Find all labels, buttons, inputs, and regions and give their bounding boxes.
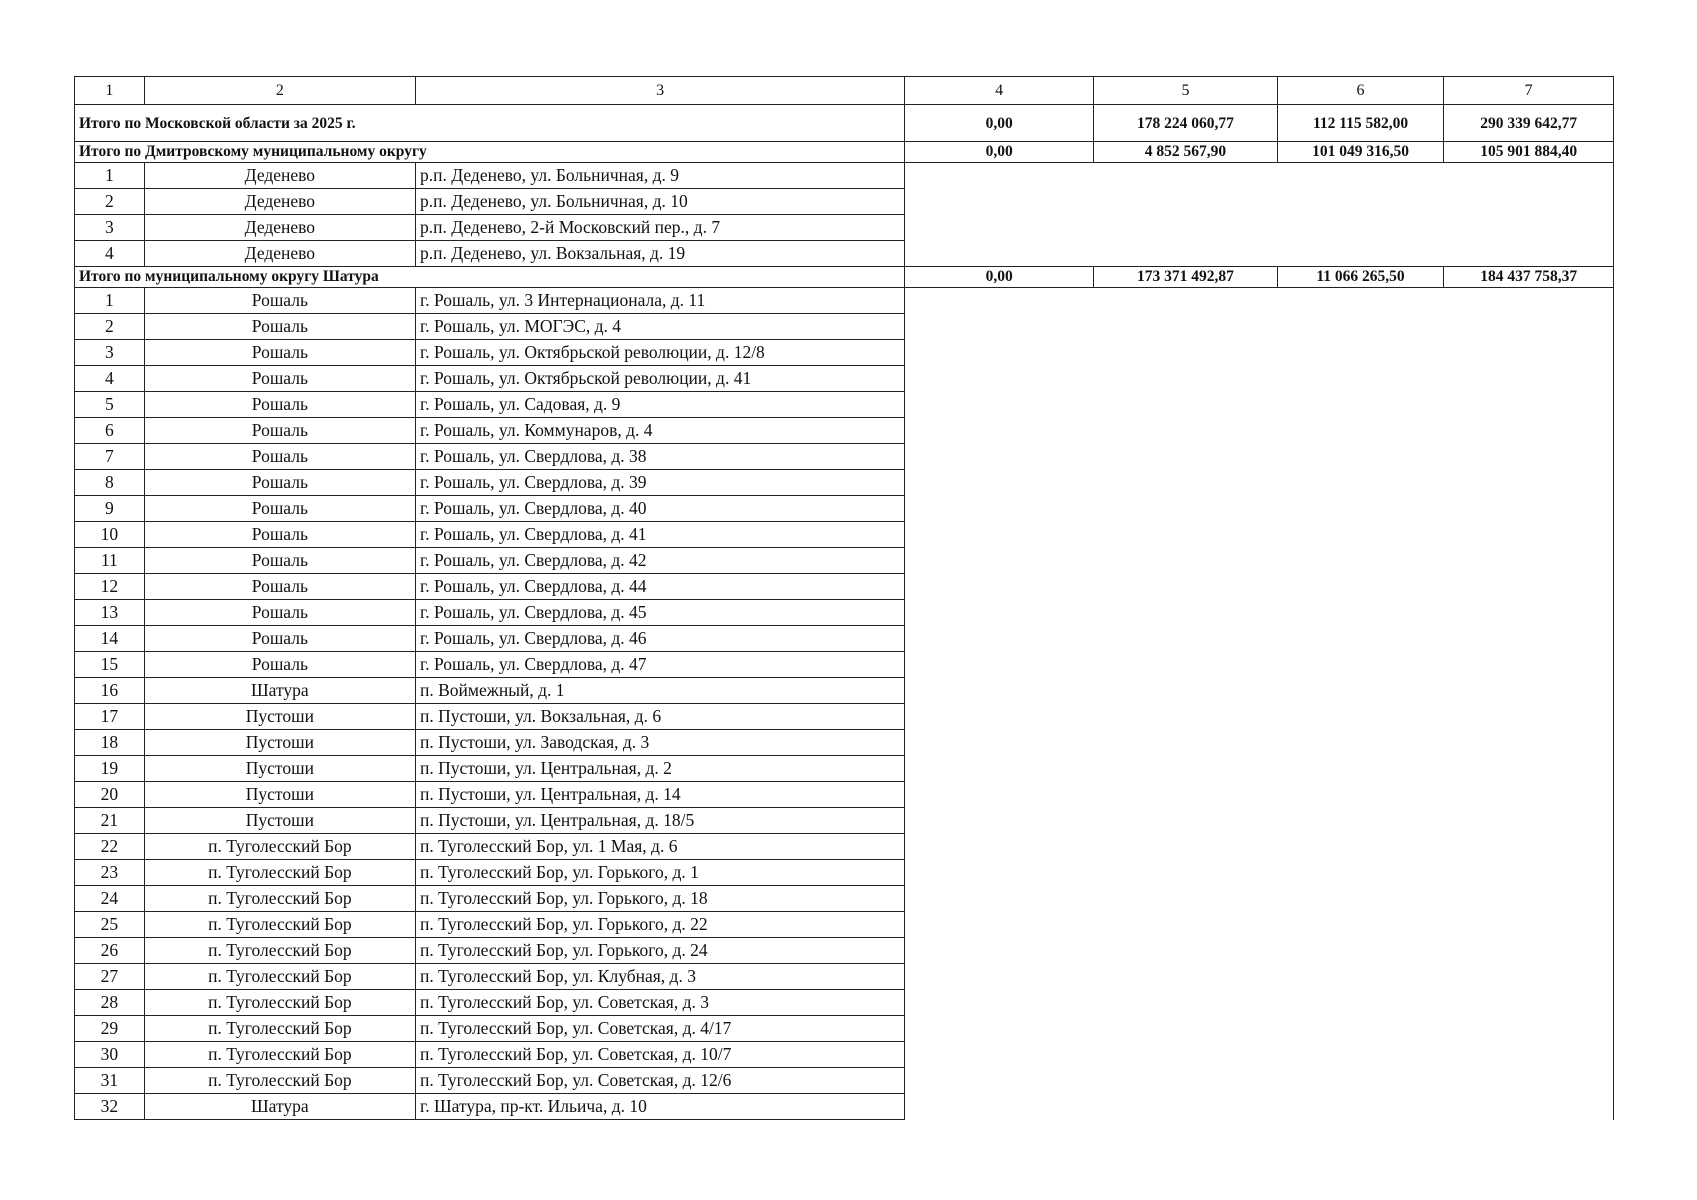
address-cell: п. Пустоши, ул. Центральная, д. 18/5 xyxy=(416,808,905,834)
row-number: 8 xyxy=(75,470,145,496)
locality-cell: п. Туголесский Бор xyxy=(144,1016,415,1042)
row-number: 2 xyxy=(75,314,145,340)
locality-cell: Рошаль xyxy=(144,340,415,366)
column-number-row xyxy=(75,77,1614,105)
locality-cell: п. Туголесский Бор xyxy=(144,1042,415,1068)
row-number: 15 xyxy=(75,652,145,678)
address-cell: г. Рошаль, ул. Октябрьской революции, д. 12/8 xyxy=(416,340,905,366)
address-cell: г. Рошаль, ул. Свердлова, д. 47 xyxy=(416,652,905,678)
address-cell: р.п. Деденево, ул. Вокзальная, д. 19 xyxy=(416,241,905,267)
locality-cell: Рошаль xyxy=(144,444,415,470)
region-total-value: 178 224 060,77 xyxy=(1094,105,1278,142)
row-number: 10 xyxy=(75,522,145,548)
locality-cell: Пустоши xyxy=(144,756,415,782)
table-row xyxy=(75,288,1614,314)
row-number: 26 xyxy=(75,938,145,964)
row-number: 3 xyxy=(75,340,145,366)
row-number: 16 xyxy=(75,678,145,704)
region-total-label: Итого по Московской области за 2025 г. xyxy=(75,105,905,142)
locality-cell: п. Туголесский Бор xyxy=(144,860,415,886)
column-number: 3 xyxy=(416,77,905,105)
locality-cell: Рошаль xyxy=(144,418,415,444)
locality-cell: Пустоши xyxy=(144,808,415,834)
locality-cell: п. Туголесский Бор xyxy=(144,990,415,1016)
row-number: 14 xyxy=(75,626,145,652)
address-cell: г. Рошаль, ул. Свердлова, д. 45 xyxy=(416,600,905,626)
row-number: 30 xyxy=(75,1042,145,1068)
address-cell: п. Пустоши, ул. Вокзальная, д. 6 xyxy=(416,704,905,730)
column-number: 4 xyxy=(905,77,1094,105)
locality-cell: п. Туголесский Бор xyxy=(144,886,415,912)
address-cell: г. Рошаль, ул. Октябрьской революции, д. 41 xyxy=(416,366,905,392)
column-number: 1 xyxy=(75,77,145,105)
address-cell: г. Рошаль, ул. Свердлова, д. 38 xyxy=(416,444,905,470)
locality-cell: Рошаль xyxy=(144,574,415,600)
locality-cell: Рошаль xyxy=(144,288,415,314)
row-number: 27 xyxy=(75,964,145,990)
row-number: 6 xyxy=(75,418,145,444)
locality-cell: п. Туголесский Бор xyxy=(144,834,415,860)
table-row xyxy=(75,163,1614,189)
row-number: 9 xyxy=(75,496,145,522)
locality-cell: п. Туголесский Бор xyxy=(144,1068,415,1094)
row-number: 12 xyxy=(75,574,145,600)
row-number: 13 xyxy=(75,600,145,626)
locality-cell: Рошаль xyxy=(144,600,415,626)
row-number: 23 xyxy=(75,860,145,886)
address-cell: г. Рошаль, ул. Свердлова, д. 42 xyxy=(416,548,905,574)
row-number: 22 xyxy=(75,834,145,860)
region-total-value: 112 115 582,00 xyxy=(1277,105,1444,142)
group-total-value: 0,00 xyxy=(905,142,1094,163)
address-cell: п. Туголесский Бор, ул. Горького, д. 18 xyxy=(416,886,905,912)
group-total-value: 173 371 492,87 xyxy=(1094,267,1278,288)
address-cell: п. Туголесский Бор, ул. Советская, д. 10/7 xyxy=(416,1042,905,1068)
locality-cell: Рошаль xyxy=(144,496,415,522)
address-table xyxy=(74,76,1614,1120)
locality-cell: Рошаль xyxy=(144,366,415,392)
locality-cell: Деденево xyxy=(144,215,415,241)
address-cell: г. Рошаль, ул. Садовая, д. 9 xyxy=(416,392,905,418)
row-number: 7 xyxy=(75,444,145,470)
group-total-value: 184 437 758,37 xyxy=(1444,267,1614,288)
empty-values-area xyxy=(905,163,1614,267)
address-cell: п. Пустоши, ул. Заводская, д. 3 xyxy=(416,730,905,756)
column-number: 2 xyxy=(144,77,415,105)
address-cell: р.п. Деденево, ул. Больничная, д. 10 xyxy=(416,189,905,215)
row-number: 28 xyxy=(75,990,145,1016)
group-total-label: Итого по Дмитровскому муниципальному округу xyxy=(75,142,905,163)
row-number: 19 xyxy=(75,756,145,782)
row-number: 2 xyxy=(75,189,145,215)
locality-cell: Рошаль xyxy=(144,548,415,574)
address-cell: п. Пустоши, ул. Центральная, д. 14 xyxy=(416,782,905,808)
address-cell: г. Рошаль, ул. Свердлова, д. 44 xyxy=(416,574,905,600)
locality-cell: Деденево xyxy=(144,163,415,189)
locality-cell: Шатура xyxy=(144,678,415,704)
row-number: 11 xyxy=(75,548,145,574)
row-number: 32 xyxy=(75,1094,145,1120)
row-number: 20 xyxy=(75,782,145,808)
address-cell: п. Туголесский Бор, ул. Советская, д. 3 xyxy=(416,990,905,1016)
locality-cell: Рошаль xyxy=(144,626,415,652)
locality-cell: Рошаль xyxy=(144,470,415,496)
document-page xyxy=(74,76,1614,1116)
locality-cell: Пустоши xyxy=(144,730,415,756)
column-number: 6 xyxy=(1277,77,1444,105)
address-cell: г. Рошаль, ул. Свердлова, д. 39 xyxy=(416,470,905,496)
locality-cell: Рошаль xyxy=(144,392,415,418)
row-number: 1 xyxy=(75,163,145,189)
row-number: 21 xyxy=(75,808,145,834)
group-total-row xyxy=(75,142,1614,163)
address-cell: п. Туголесский Бор, ул. Клубная, д. 3 xyxy=(416,964,905,990)
row-number: 18 xyxy=(75,730,145,756)
group-total-value: 101 049 316,50 xyxy=(1277,142,1444,163)
locality-cell: Рошаль xyxy=(144,314,415,340)
address-cell: п. Туголесский Бор, ул. 1 Мая, д. 6 xyxy=(416,834,905,860)
group-total-row xyxy=(75,267,1614,288)
address-cell: г. Шатура, пр-кт. Ильича, д. 10 xyxy=(416,1094,905,1120)
locality-cell: Деденево xyxy=(144,189,415,215)
group-total-value: 4 852 567,90 xyxy=(1094,142,1278,163)
address-cell: п. Туголесский Бор, ул. Советская, д. 4/17 xyxy=(416,1016,905,1042)
locality-cell: Рошаль xyxy=(144,522,415,548)
address-cell: п. Туголесский Бор, ул. Горького, д. 24 xyxy=(416,938,905,964)
region-total-value: 290 339 642,77 xyxy=(1444,105,1614,142)
group-total-value: 105 901 884,40 xyxy=(1444,142,1614,163)
row-number: 4 xyxy=(75,241,145,267)
row-number: 5 xyxy=(75,392,145,418)
address-cell: г. Рошаль, ул. Свердлова, д. 40 xyxy=(416,496,905,522)
locality-cell: п. Туголесский Бор xyxy=(144,964,415,990)
row-number: 31 xyxy=(75,1068,145,1094)
row-number: 17 xyxy=(75,704,145,730)
column-number: 5 xyxy=(1094,77,1278,105)
locality-cell: Рошаль xyxy=(144,652,415,678)
row-number: 25 xyxy=(75,912,145,938)
group-total-value: 11 066 265,50 xyxy=(1277,267,1444,288)
region-total-row xyxy=(75,105,1614,142)
row-number: 1 xyxy=(75,288,145,314)
locality-cell: п. Туголесский Бор xyxy=(144,938,415,964)
address-cell: г. Рошаль, ул. Свердлова, д. 41 xyxy=(416,522,905,548)
address-cell: г. Рошаль, ул. МОГЭС, д. 4 xyxy=(416,314,905,340)
address-cell: п. Пустоши, ул. Центральная, д. 2 xyxy=(416,756,905,782)
address-cell: г. Рошаль, ул. Коммунаров, д. 4 xyxy=(416,418,905,444)
row-number: 4 xyxy=(75,366,145,392)
address-cell: г. Рошаль, ул. 3 Интернационала, д. 11 xyxy=(416,288,905,314)
column-number: 7 xyxy=(1444,77,1614,105)
address-cell: г. Рошаль, ул. Свердлова, д. 46 xyxy=(416,626,905,652)
locality-cell: п. Туголесский Бор xyxy=(144,912,415,938)
address-cell: п. Воймежный, д. 1 xyxy=(416,678,905,704)
address-cell: п. Туголесский Бор, ул. Советская, д. 12/6 xyxy=(416,1068,905,1094)
address-cell: п. Туголесский Бор, ул. Горького, д. 22 xyxy=(416,912,905,938)
group-total-label: Итого по муниципальному округу Шатура xyxy=(75,267,905,288)
locality-cell: Пустоши xyxy=(144,704,415,730)
row-number: 3 xyxy=(75,215,145,241)
region-total-value: 0,00 xyxy=(905,105,1094,142)
address-cell: п. Туголесский Бор, ул. Горького, д. 1 xyxy=(416,860,905,886)
locality-cell: Деденево xyxy=(144,241,415,267)
group-total-value: 0,00 xyxy=(905,267,1094,288)
row-number: 29 xyxy=(75,1016,145,1042)
locality-cell: Пустоши xyxy=(144,782,415,808)
locality-cell: Шатура xyxy=(144,1094,415,1120)
empty-values-area xyxy=(905,288,1614,1120)
address-cell: р.п. Деденево, 2-й Московский пер., д. 7 xyxy=(416,215,905,241)
row-number: 24 xyxy=(75,886,145,912)
address-cell: р.п. Деденево, ул. Больничная, д. 9 xyxy=(416,163,905,189)
